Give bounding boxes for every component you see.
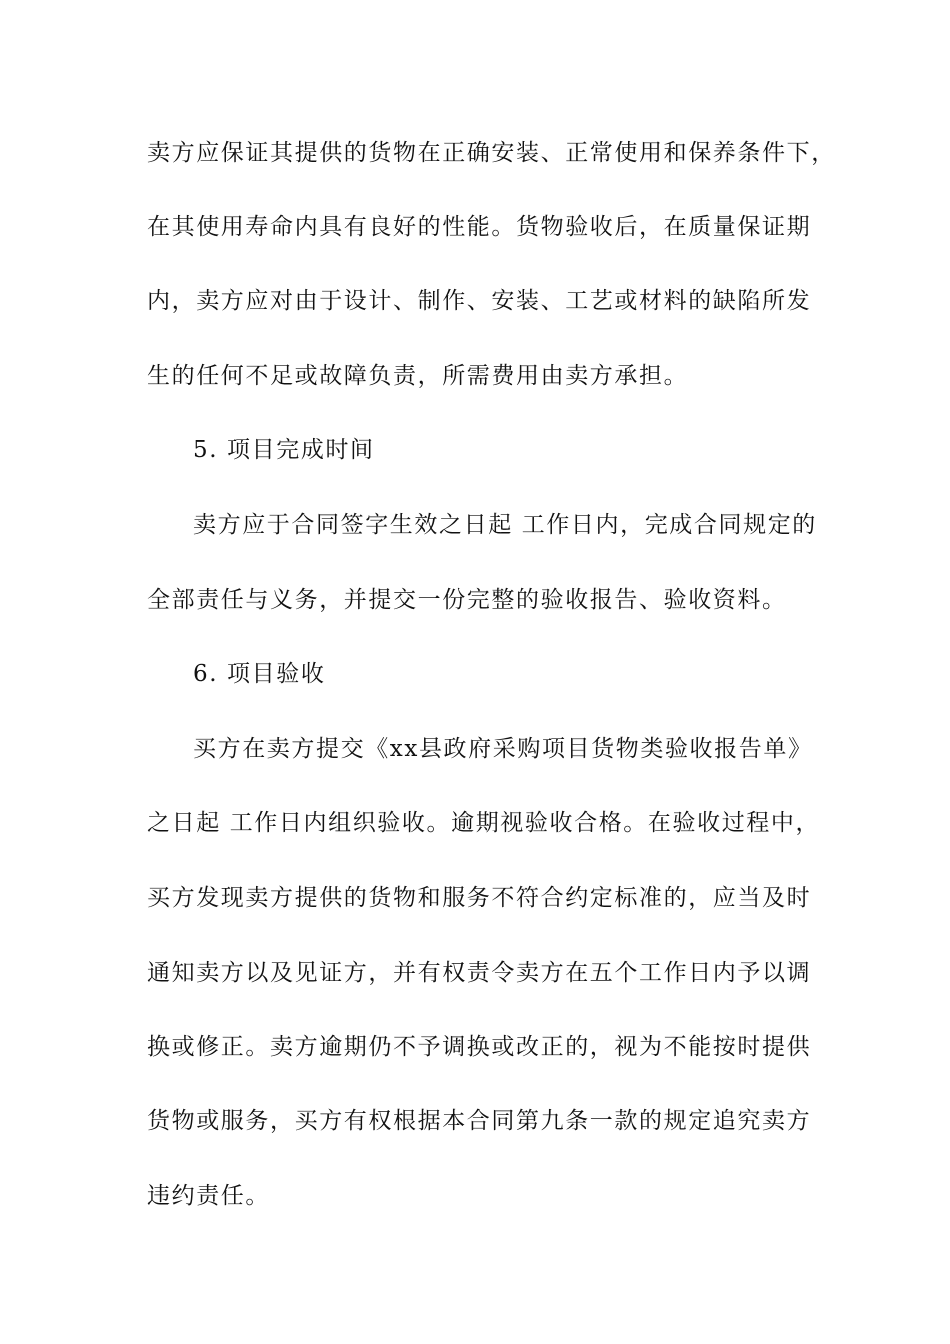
acceptance-paragraph-line-3: 买方发现卖方提供的货物和服务不符合约定标准的，应当及时 [147,885,812,911]
warranty-paragraph-line-1: 卖方应保证其提供的货物在正确安装、正常使用和保养条件下， [147,140,836,166]
acceptance-paragraph-line-4: 通知卖方以及见证方，并有权责令卖方在五个工作日内予以调 [147,960,812,986]
acceptance-paragraph-line-7: 违约责任。 [147,1183,270,1209]
completion-paragraph-line-1: 卖方应于合同签字生效之日起 工作日内，完成合同规定的 [193,512,817,538]
acceptance-paragraph-line-2: 之日起 工作日内组织验收。逾期视验收合格。在验收过程中， [147,810,821,836]
section-heading-acceptance: 6. 项目验收 [193,661,326,687]
warranty-paragraph-line-3: 内，卖方应对由于设计、制作、安装、工艺或材料的缺陷所发 [147,288,812,314]
acceptance-paragraph-line-1: 买方在卖方提交《xx县政府采购项目货物类验收报告单》 [193,736,813,762]
warranty-paragraph-line-4: 生的任何不足或故障负责，所需费用由卖方承担。 [147,363,689,389]
acceptance-paragraph-line-5: 换或修正。卖方逾期仍不予调换或改正的，视为不能按时提供 [147,1034,812,1060]
acceptance-paragraph-line-6: 货物或服务，买方有权根据本合同第九条一款的规定追究卖方 [147,1108,812,1134]
section-heading-completion-time: 5. 项目完成时间 [193,437,375,463]
completion-paragraph-line-2: 全部责任与义务，并提交一份完整的验收报告、验收资料。 [147,587,787,613]
warranty-paragraph-line-2: 在其使用寿命内具有良好的性能。货物验收后，在质量保证期 [147,214,812,240]
